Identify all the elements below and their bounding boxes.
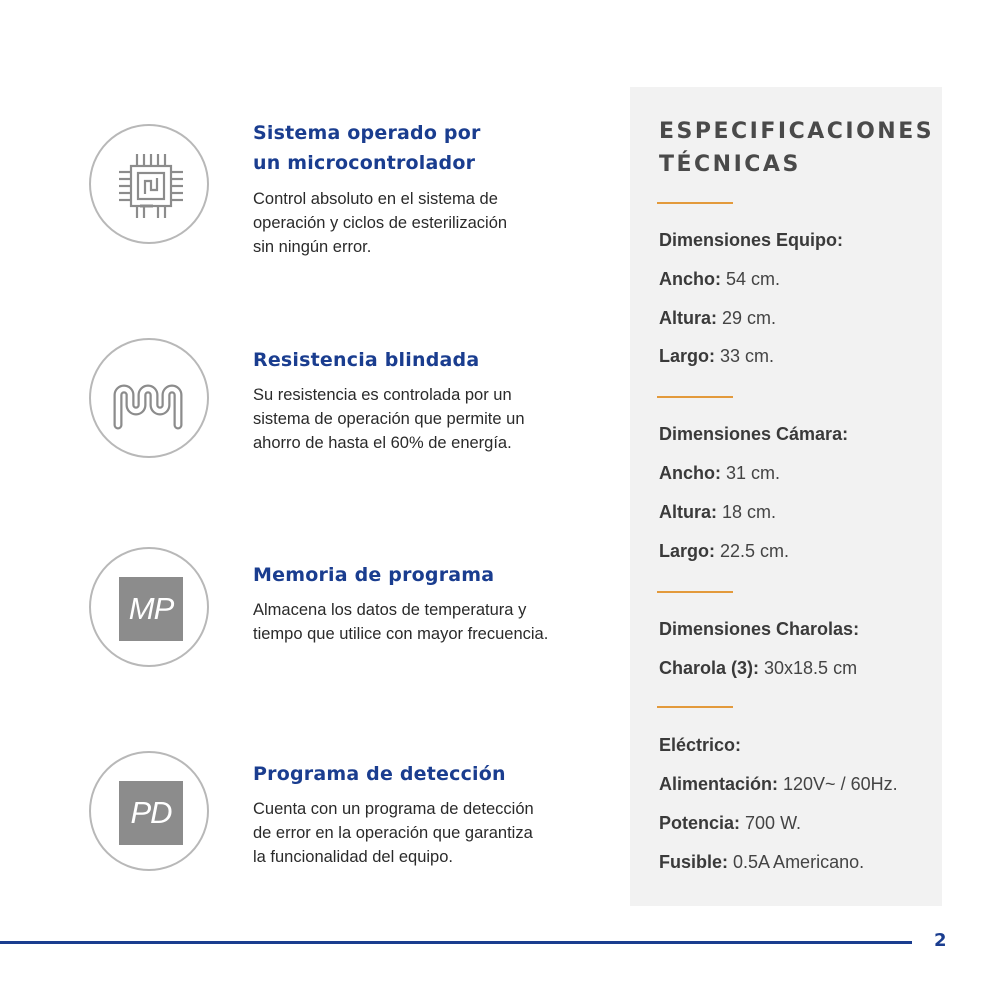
spec-charola: Charola (3): 30x18.5 cm — [659, 658, 858, 678]
spec-equipo-ancho: Ancho: 54 cm. — [659, 269, 781, 289]
mp-badge-icon: MP — [119, 577, 183, 641]
spec-camara-altura: Altura: 18 cm. — [659, 502, 777, 522]
spec-equipo-largo: Largo: 33 cm. — [659, 346, 775, 366]
specs-title: ESPECIFICACIONES TÉCNICAS — [659, 119, 935, 177]
feature-description-memoria: Almacena los datos de temperatura y tiempo que utilice con mayor frecuencia. — [253, 601, 549, 643]
divider — [657, 591, 733, 593]
feature-description-microcontrolador: Control absoluto en el sistema de operación y ciclos de esterilización sin ningún error. — [253, 190, 508, 256]
pd-badge-icon: PD — [119, 781, 183, 845]
spec-potencia: Potencia: 700 W. — [659, 813, 802, 833]
feature-title-memoria: Memoria de programa — [253, 564, 495, 586]
spec-camara-ancho: Ancho: 31 cm. — [659, 463, 781, 483]
spec-heading-equipo: Dimensiones Equipo: — [659, 230, 844, 250]
microchip-icon — [89, 124, 209, 244]
detection-program-icon — [89, 751, 209, 871]
divider — [657, 706, 733, 708]
spec-heading-camara: Dimensiones Cámara: — [659, 424, 849, 444]
divider — [657, 202, 733, 204]
feature-title-deteccion: Programa de detección — [253, 763, 506, 785]
feature-title-microcontrolador: Sistema operado por un microcontrolador — [253, 122, 481, 174]
spec-camara-largo: Largo: 22.5 cm. — [659, 541, 790, 561]
heating-coil-icon — [89, 338, 209, 458]
spec-heading-electrico: Eléctrico: — [659, 735, 742, 755]
spec-fusible: Fusible: 0.5A Americano. — [659, 852, 865, 872]
page-number: 2 — [934, 930, 947, 951]
spec-equipo-altura: Altura: 29 cm. — [659, 308, 777, 328]
spec-heading-charolas: Dimensiones Charolas: — [659, 619, 860, 639]
feature-description-deteccion: Cuenta con un programa de detección de error en la operación que garantiza la funcionalidad del equipo. — [253, 800, 534, 866]
footer-rule — [0, 941, 912, 944]
feature-title-resistencia: Resistencia blindada — [253, 349, 480, 371]
memory-program-icon — [89, 547, 209, 667]
divider — [657, 396, 733, 398]
specs-panel — [630, 87, 942, 906]
spec-alimentacion: Alimentación: 120V~ / 60Hz. — [659, 774, 898, 794]
feature-description-resistencia: Su resistencia es controlada por un sistema de operación que permite un ahorro de hasta el 60% de energía. — [253, 386, 525, 452]
